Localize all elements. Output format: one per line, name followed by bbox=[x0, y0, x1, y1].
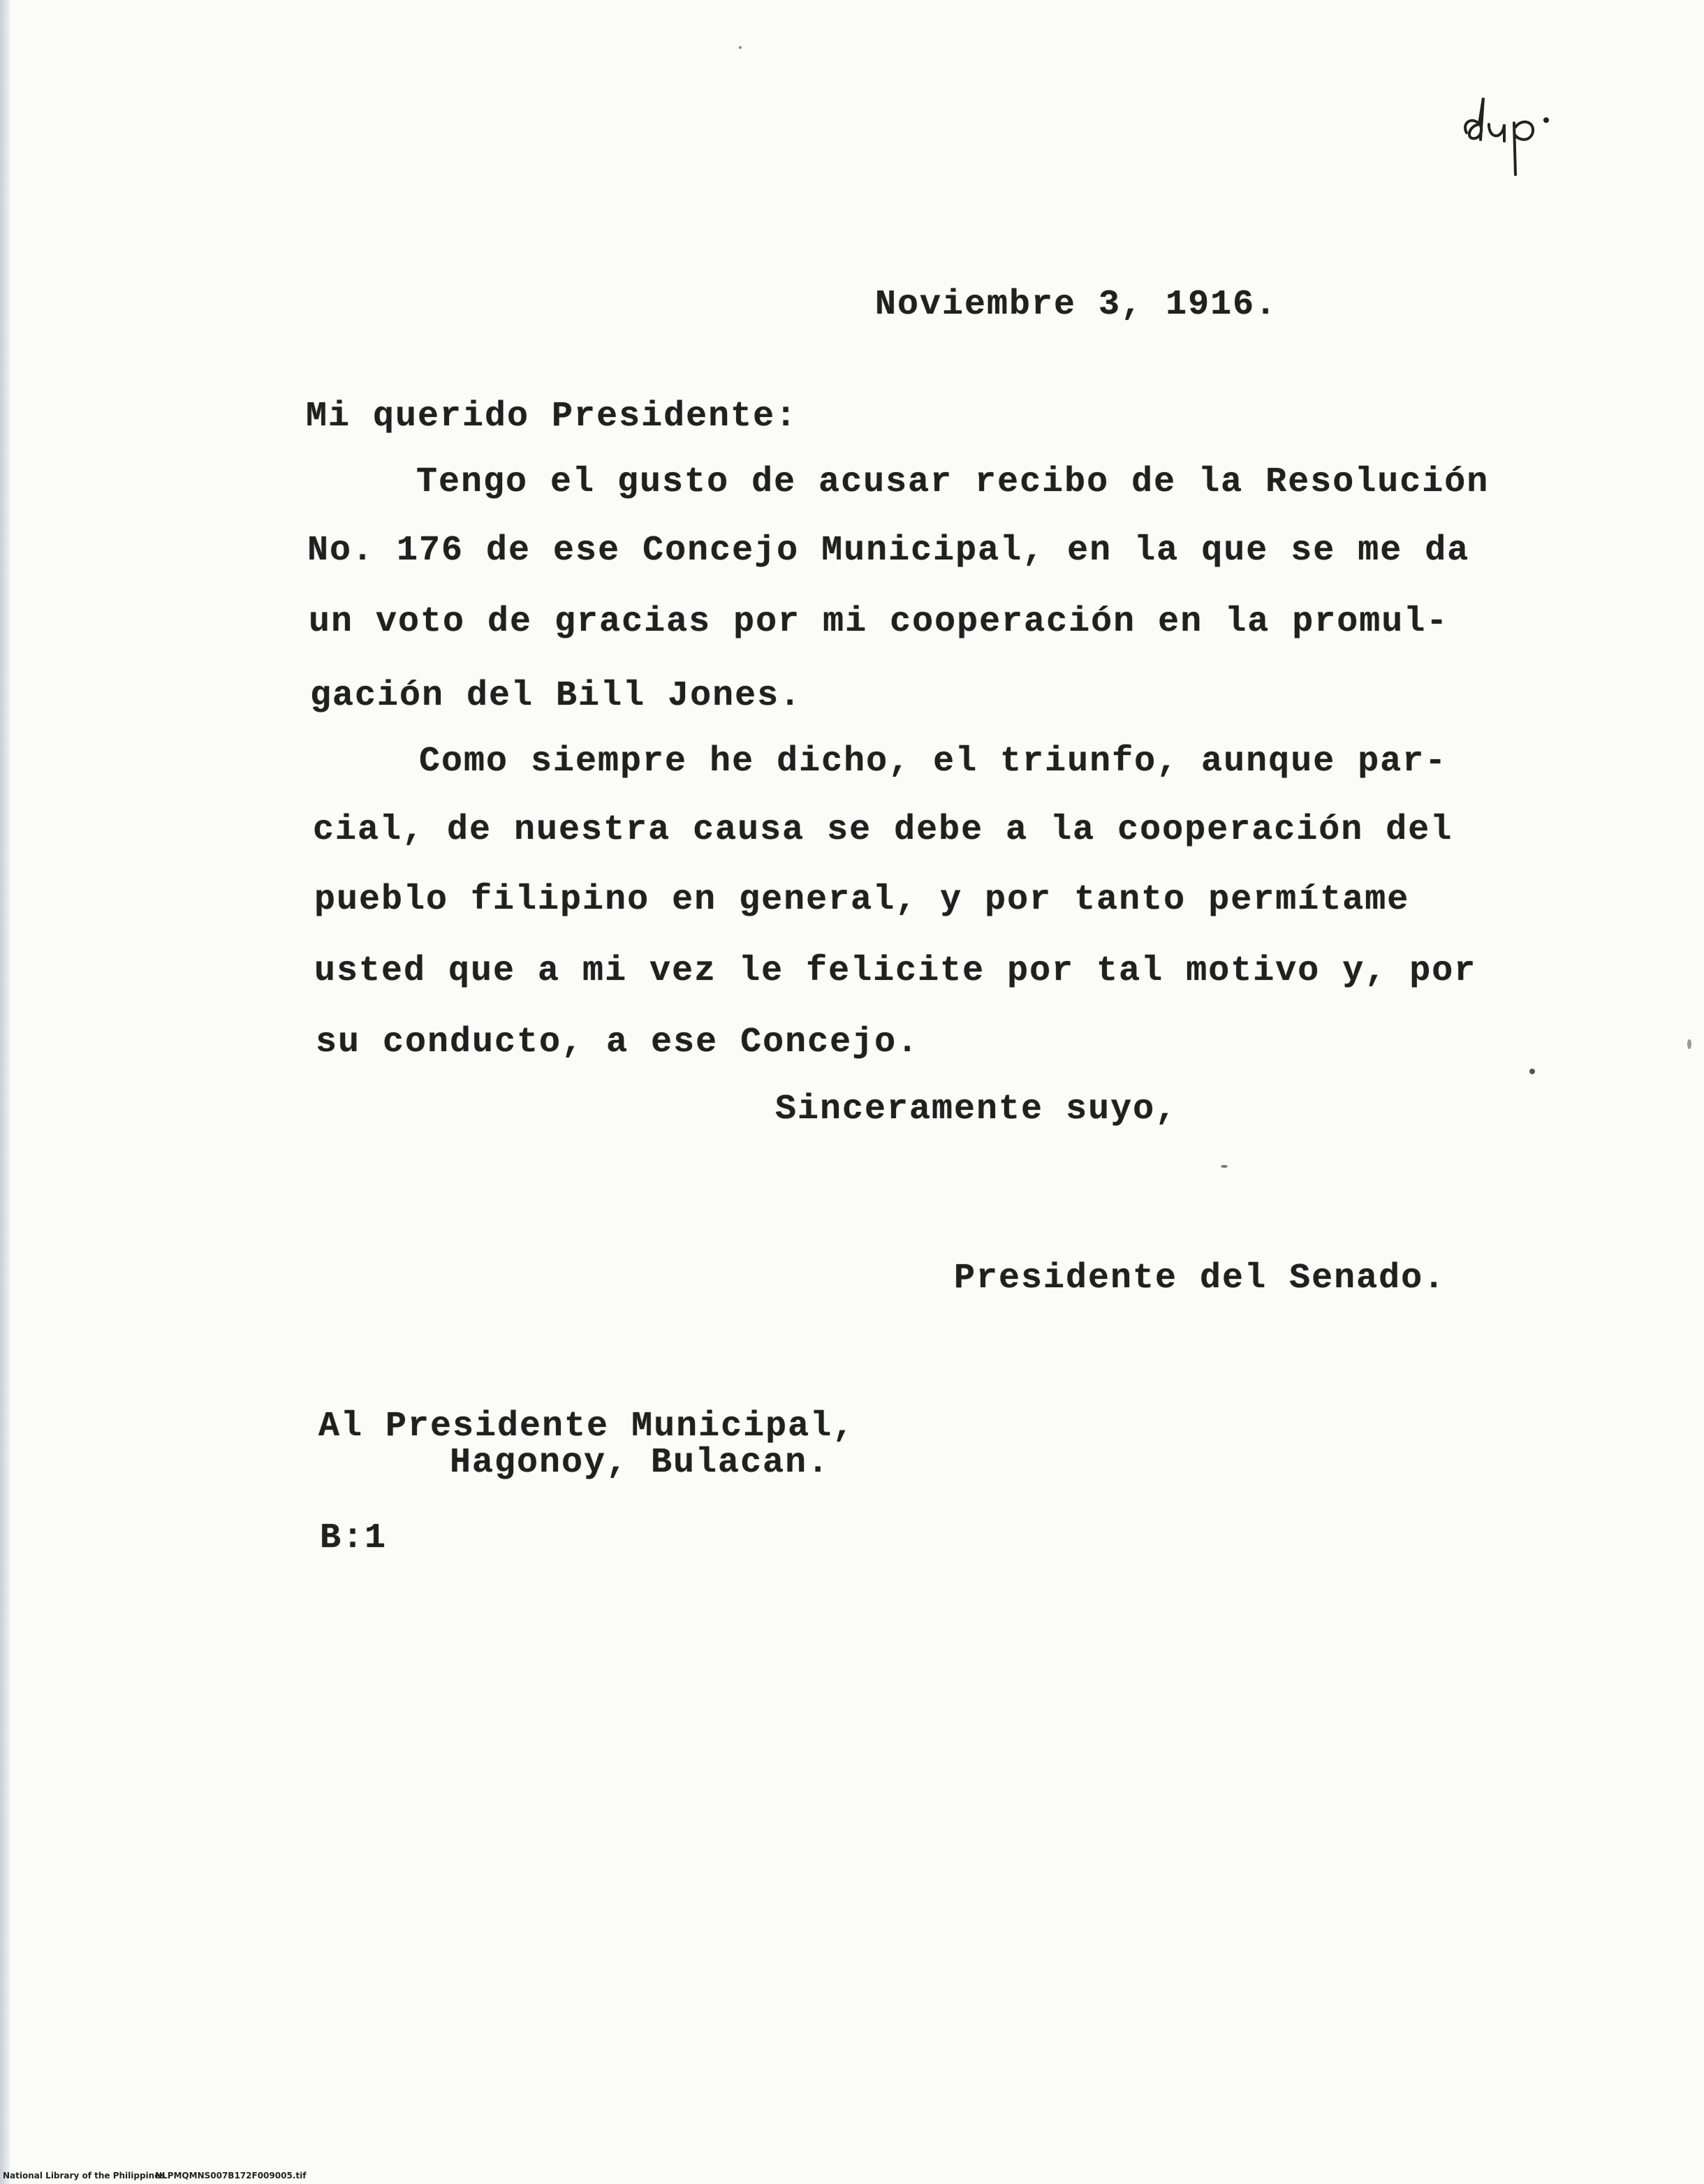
body-line: Como siempre he dicho, el triunfo, aunque par- bbox=[419, 742, 1448, 782]
handwritten-dup-note bbox=[1460, 84, 1564, 182]
library-credit: National Library of the Philippines bbox=[3, 2171, 166, 2181]
body-line: pueblo filipino en general, y por tanto permítame bbox=[314, 880, 1410, 920]
signature-title: Presidente del Senado. bbox=[954, 1259, 1446, 1298]
body-line: cial, de nuestra causa se debe a la cooperación del bbox=[313, 810, 1453, 850]
reference-initials: B:1 bbox=[320, 1518, 388, 1558]
scan-speck bbox=[1529, 1069, 1535, 1074]
body-line: usted que a mi vez le felicite por tal motivo y, por bbox=[314, 951, 1477, 991]
body-line: gación del Bill Jones. bbox=[310, 676, 802, 716]
salutation: Mi querido Presidente: bbox=[306, 397, 798, 437]
body-line: un voto de gracias por mi cooperación en la promul- bbox=[309, 602, 1449, 642]
scan-speck bbox=[1221, 1165, 1228, 1168]
letter-date: Noviembre 3, 1916. bbox=[875, 285, 1278, 325]
scan-speck bbox=[739, 46, 742, 49]
body-line: No. 176 de ese Concejo Municipal, en la que se me da bbox=[307, 531, 1470, 571]
body-line: Tengo el gusto de acusar recibo de la Resolución bbox=[416, 462, 1490, 502]
addressee-line: Al Presidente Municipal, bbox=[318, 1407, 855, 1446]
scan-filename: NLPMQMNS007B172F009005.tif bbox=[155, 2171, 307, 2181]
body-line: su conducto, a ese Concejo. bbox=[316, 1023, 920, 1062]
addressee-location: Hagonoy, Bulacan. bbox=[450, 1443, 830, 1483]
closing: Sinceramente suyo, bbox=[775, 1090, 1178, 1129]
scan-edge bbox=[0, 0, 10, 2184]
scan-speck bbox=[1687, 1039, 1691, 1049]
